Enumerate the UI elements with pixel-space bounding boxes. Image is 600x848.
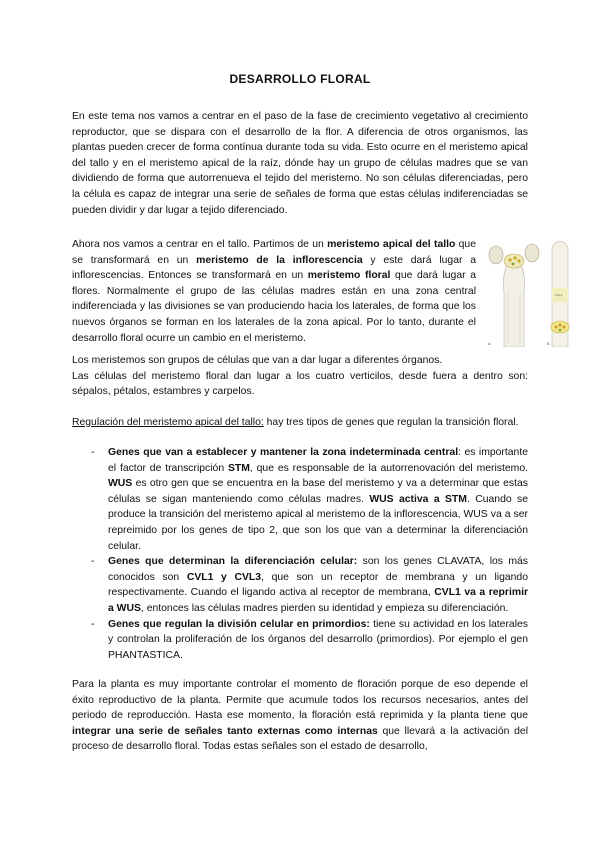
stem-text-2: que se transformará en un (72, 239, 476, 266)
flowering-text-2: que llevará a la activación del proceso de desarrollo floral. Todas estas señales son el estado de desarrollo, (72, 725, 529, 753)
regulation-paragraph (72, 415, 528, 431)
stem-text-3: y este dará lugar a inflorescencias. Entonces se transformará en un (72, 254, 476, 282)
flowering-text-1: Para la planta es muy importante controlar el momento de floración porque de eso depende el éxito reproductivo de la planta. Permite que acumule todos los recursos necesarios, antes del periodo de reproducción. Hasta ese momento, la floración está reprimida y la planta tiene que (72, 679, 528, 722)
stem-text-4: que dará lugar a flores. Normalmente el grupo de las células madres están en una zona central indiferenciada y las divisiones se van produciendo hacia los laterales, de forma que los nuevos órganos se forman en los laterales de la zona apical. Por lo tanto, durante el desarrollo floral ocurre un cambio en el meristemo. (72, 270, 476, 344)
intro-paragraph: En este tema nos vamos a centrar en el paso de la fase de crecimiento vegetativo al crecimiento reproductor, que se dispara con el desarrollo de la flor. A diferencia de otros organismos, las plantas pueden crecer de forma contínua durante toda su vida. Esto ocurre en el meristemo apical del tallo y en el meristemo apical de la raíz, dónde hay un grupo de células madres que se van dividiendo de forma que autorrenueva el tejido del meristemo. No son células diferenciadas, pero la célula es capaz de integrar una serie de señales de forma que estas células indiferenciadas se pueden dividir y dar lugar a tejido diferenciado. (72, 111, 528, 216)
gene-text: , que son un receptor de membrana y un ligando respectivamente. Cuando el ligando activa al receptor de membrana, (108, 571, 528, 599)
figure-label-b: B (547, 341, 550, 346)
page-title: DESARROLLO FLORAL (229, 72, 371, 86)
figure-label-a: A (488, 341, 491, 346)
gene-bold: WUS activa a STM (369, 493, 467, 505)
gene-bold: CVL1 y CVL3 (186, 571, 262, 583)
stem-bold-1: meristemo apical del tallo (327, 239, 456, 250)
gene-bold: STM (227, 462, 250, 474)
meristems-paragraph (72, 353, 528, 400)
stem-paragraph (72, 237, 476, 346)
list-dash: - (91, 556, 95, 568)
gene-bold: Genes que regulan la división celular en primordios: (108, 618, 370, 630)
genes-list (72, 445, 528, 663)
gene-text: , entonces las células madres pierden su identidad y empieza su diferenciación. (140, 602, 509, 614)
gene-bold: WUS (108, 478, 133, 490)
meristem-figure-b (546, 233, 574, 347)
gene-text: , que es responsable de la autorrenovación del meristemo. (249, 462, 528, 474)
meristems-line-1: Los meristemos son grupos de células que van a dar lugar a diferentes órganos. (72, 355, 443, 366)
meristems-line-2: Las células del meristemo floral dan lugar a los cuatro verticilos, desde fuera a dentro son: sépalos, pétalos, estambres y carpelos. (72, 370, 528, 398)
stem-bold-2: meristemo de la inflorescencia (196, 254, 363, 266)
list-item (72, 617, 528, 664)
list-item (72, 445, 528, 554)
meristem-figure-a (486, 233, 542, 347)
gene-text: tiene su actividad en los laterales y controlan la proliferación de los órganos del desarrollo (primordios). Por ejemplo el gen PHANTASTICA. (108, 618, 528, 661)
figure-caption: L1/L2 (555, 293, 563, 297)
flowering-bold: integrar una serie de señales tanto externas como internas (72, 725, 378, 737)
regulation-text: hay tres tipos de genes que regulan la transición floral. (263, 417, 519, 428)
gene-text: son los genes CLAVATA, los más conocidos son (108, 556, 528, 583)
gene-bold: CVL1 va a reprimir a WUS (108, 587, 528, 614)
list-dash: - (91, 447, 95, 458)
gene-text: . Cuando se produce la transición del meristemo apical al meristemo de la inflorescencia, WUS va a ser repreimido por los genes de tipo 2, que son los que van a determinar la diferenciación celular. (108, 493, 529, 552)
regulation-heading: Regulación del meristemo apical del tallo: (72, 417, 264, 428)
stem-bold-3: meristemo floral (307, 270, 391, 282)
gene-bold: Genes que determinan la diferenciación celular: (108, 556, 358, 568)
gene-text: es otro gen que se encuentra en la base del meristemo y va a determinar que estas células se sigan manteniendo como células madres. (108, 478, 528, 505)
gene-bold: Genes que van a establecer y mantener la zona indeterminada central (108, 447, 459, 458)
list-dash: - (91, 618, 95, 630)
list-item (72, 554, 528, 616)
gene-text: : es importante el factor de transcripción (108, 447, 528, 474)
stem-text-1: Ahora nos vamos a centrar en el tallo. Partimos de un (72, 239, 328, 250)
flowering-paragraph (72, 677, 528, 755)
